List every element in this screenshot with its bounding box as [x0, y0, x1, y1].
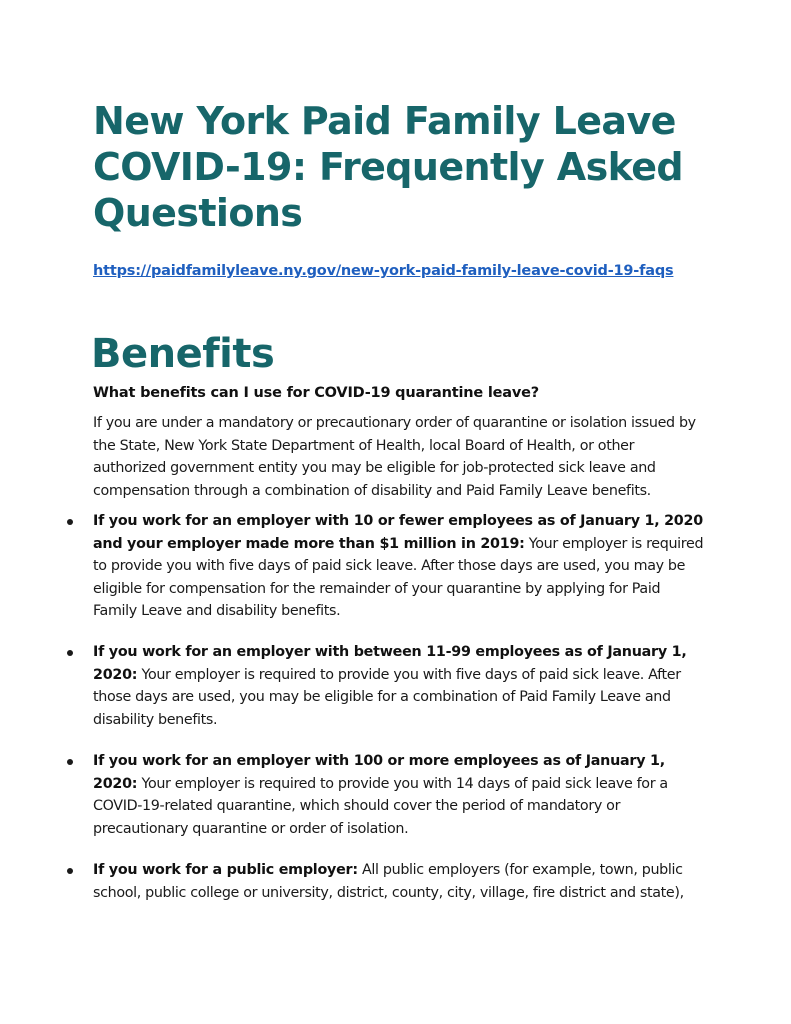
bullet-item — [93, 641, 705, 731]
bullet-dot-icon — [67, 868, 73, 874]
bullet-lead: If you work for an employer with 10 or fewer employees as of January 1, 2020 and your employer made more than $1 million in 2019: — [93, 513, 703, 552]
bullet-text: Your employer is required to provide you with five days of paid sick leave. After those days are used, you may be eligible for compensation for the remainder of your quarantine by applying for Paid Family Leave and disability benefits. — [93, 535, 704, 619]
bullet-lead: If you work for a public employer: — [93, 862, 358, 878]
bullet-dot-icon — [67, 759, 73, 765]
bullet-lead: If you work for an employer with 100 or more employees as of January 1, 2020: — [93, 753, 665, 792]
bullet-lead: If you work for an employer with between 11-99 employees as of January 1, 2020: — [93, 644, 687, 683]
document-title: New York Paid Family Leave COVID-19: Frequently Asked Questions — [93, 99, 684, 235]
bullet-text: Your employer is required to provide you with five days of paid sick leave. After those days are used, you may be eligible for a combination of Paid Family Leave and disability benefits. — [93, 666, 681, 728]
faq-question: What benefits can I use for COVID-19 quarantine leave? — [93, 385, 539, 401]
bullet-dot-icon — [67, 650, 73, 656]
bullet-dot-icon — [67, 519, 73, 525]
section-heading: Benefits — [91, 331, 275, 377]
source-link[interactable]: https://paidfamilyleave.ny.gov/new-york-paid-family-leave-covid-19-faqs — [93, 263, 674, 279]
faq-answer-intro: If you are under a mandatory or precautionary order of quarantine or isolation issued by the State, New York State Department of Health, local Board of Health, or other authorized government entity you may be eligible for job-protected sick leave and compensation through a combination of disability and Paid Family Leave benefits. — [93, 415, 696, 499]
bullet-item — [93, 750, 705, 840]
bullet-item — [93, 510, 705, 623]
bullet-item — [93, 859, 705, 904]
bullet-text: All public employers (for example, town, public school, public college or university, district, county, city, village, fire district and state), — [93, 862, 684, 901]
bullet-text: Your employer is required to provide you with 14 days of paid sick leave for a COVID-19-related quarantine, which should cover the period of mandatory or precautionary quarantine or order of isolation. — [93, 775, 668, 837]
